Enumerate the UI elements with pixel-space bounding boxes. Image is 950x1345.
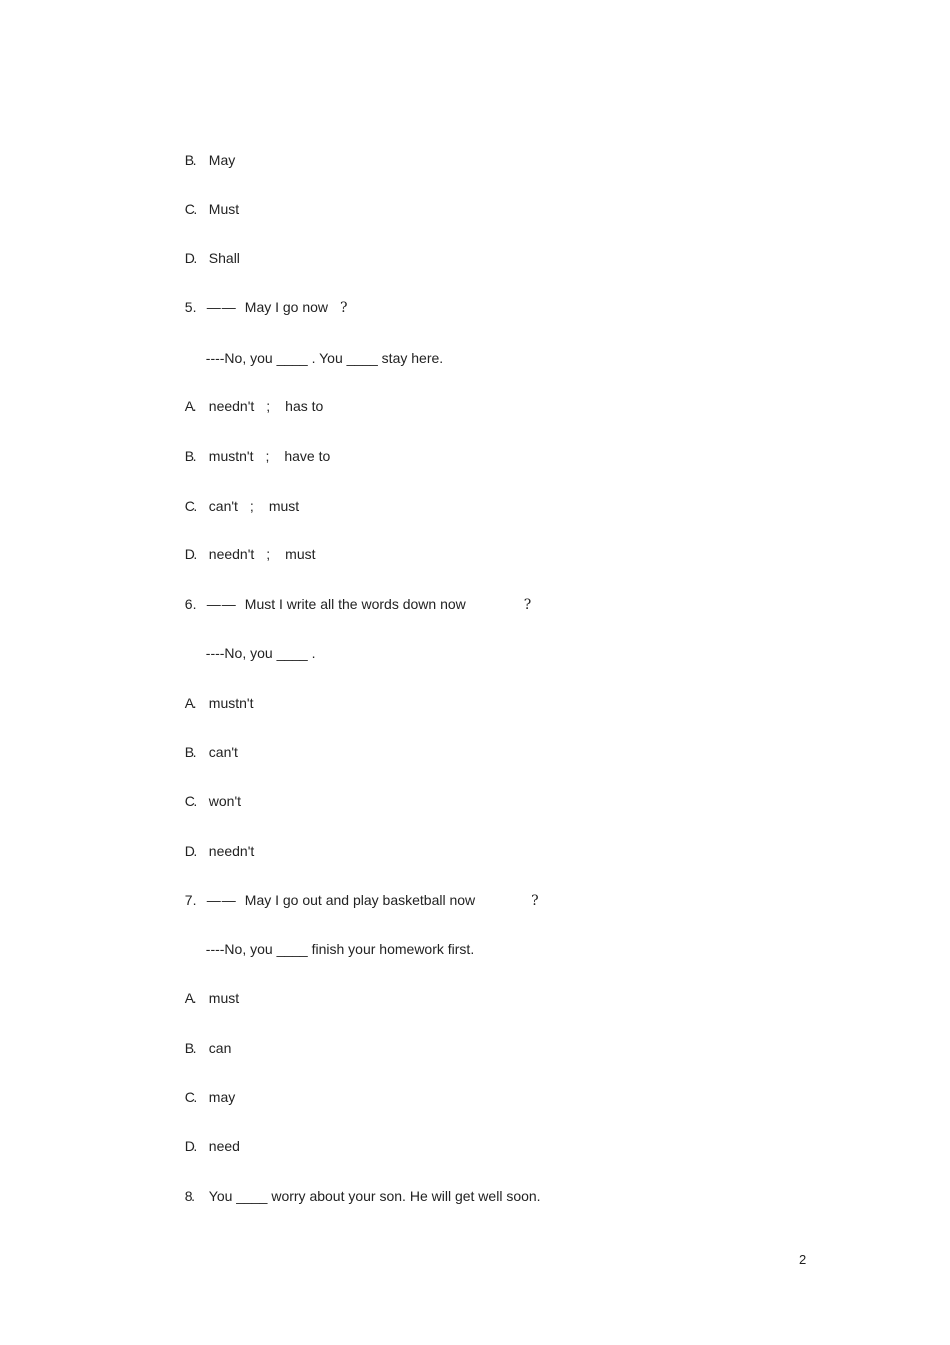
question-text: Must I write all the words down now bbox=[244, 596, 466, 612]
dialogue-dash: —— bbox=[206, 892, 237, 908]
option-label: C. bbox=[184, 1089, 196, 1105]
option-separator: ; bbox=[266, 398, 271, 414]
option-text: must bbox=[208, 990, 240, 1006]
question-7 bbox=[177, 870, 539, 909]
dialogue-dash: —— bbox=[206, 596, 237, 612]
question-mark: ? bbox=[531, 893, 539, 909]
question-number: 6. bbox=[184, 596, 197, 612]
q7-option-a bbox=[177, 968, 240, 1006]
q5-option-b bbox=[177, 426, 331, 464]
q7-option-b bbox=[177, 1018, 232, 1056]
page-number: 2 bbox=[799, 1252, 807, 1267]
q6-response bbox=[198, 623, 316, 661]
option-part-a: mustn't bbox=[208, 448, 254, 464]
q5-option-c bbox=[177, 476, 300, 514]
question-number: 8. bbox=[184, 1188, 194, 1204]
option-text: can't bbox=[208, 744, 238, 760]
option-separator: ; bbox=[249, 498, 254, 514]
option-text: Shall bbox=[208, 250, 240, 266]
option-label: A. bbox=[184, 398, 196, 414]
option-text: Must bbox=[208, 201, 240, 217]
question-mark: ? bbox=[523, 597, 532, 613]
q5-option-a bbox=[177, 376, 324, 414]
response-text: ----No, you ____ . bbox=[205, 645, 316, 661]
option-part-b: has to bbox=[285, 398, 324, 414]
option-text: May bbox=[208, 152, 236, 168]
q5-option-d bbox=[177, 524, 316, 562]
option-text: won't bbox=[208, 793, 242, 809]
option-label: A. bbox=[184, 695, 196, 711]
q7-response bbox=[198, 919, 475, 957]
option-text: can bbox=[208, 1040, 232, 1056]
option-part-a: needn't bbox=[208, 546, 255, 562]
question-6 bbox=[177, 574, 532, 613]
question-text: May I go now bbox=[244, 299, 329, 315]
q7-option-d bbox=[177, 1116, 240, 1154]
option-label: B. bbox=[184, 152, 196, 168]
option-text: needn't bbox=[208, 843, 255, 859]
option-label: D. bbox=[184, 843, 196, 859]
option-text: need bbox=[208, 1138, 240, 1154]
option-label: B. bbox=[184, 448, 196, 464]
option-part-a: needn't bbox=[208, 398, 255, 414]
question-number: 7. bbox=[184, 892, 197, 908]
option-separator: ; bbox=[266, 546, 271, 562]
q4-option-d bbox=[177, 228, 240, 266]
q4-option-c bbox=[177, 179, 240, 217]
question-number: 5. bbox=[184, 299, 197, 315]
question-mark: ? bbox=[340, 300, 348, 316]
q5-response bbox=[198, 328, 444, 366]
q7-option-c bbox=[177, 1067, 236, 1105]
dialogue-dash: —— bbox=[206, 299, 237, 315]
option-separator: ; bbox=[265, 448, 270, 464]
question-text: You ____ worry about your son. He will get well soon. bbox=[208, 1188, 541, 1204]
q4-option-b bbox=[177, 130, 236, 168]
option-part-b: must bbox=[268, 498, 300, 514]
option-label: B. bbox=[184, 744, 196, 760]
option-part-a: can't bbox=[208, 498, 238, 514]
response-text: ----No, you ____ . You ____ stay here. bbox=[205, 350, 444, 366]
option-part-b: have to bbox=[284, 448, 331, 464]
q6-option-c bbox=[177, 771, 242, 809]
option-label: C. bbox=[184, 793, 196, 809]
option-part-b: must bbox=[285, 546, 316, 562]
option-label: D. bbox=[184, 250, 196, 266]
option-label: A. bbox=[184, 990, 196, 1006]
option-text: may bbox=[208, 1089, 236, 1105]
option-label: B. bbox=[184, 1040, 196, 1056]
option-label: C. bbox=[184, 498, 196, 514]
q6-option-d bbox=[177, 821, 255, 859]
question-text: May I go out and play basketball now bbox=[244, 892, 476, 908]
option-label: D. bbox=[184, 1138, 196, 1154]
option-label: D. bbox=[184, 546, 196, 562]
response-text: ----No, you ____ finish your homework first. bbox=[205, 941, 475, 957]
question-8 bbox=[177, 1166, 541, 1204]
option-label: C. bbox=[184, 201, 196, 217]
q6-option-b bbox=[177, 722, 238, 760]
option-text: mustn't bbox=[208, 695, 254, 711]
q6-option-a bbox=[177, 673, 254, 711]
question-5 bbox=[177, 277, 348, 316]
